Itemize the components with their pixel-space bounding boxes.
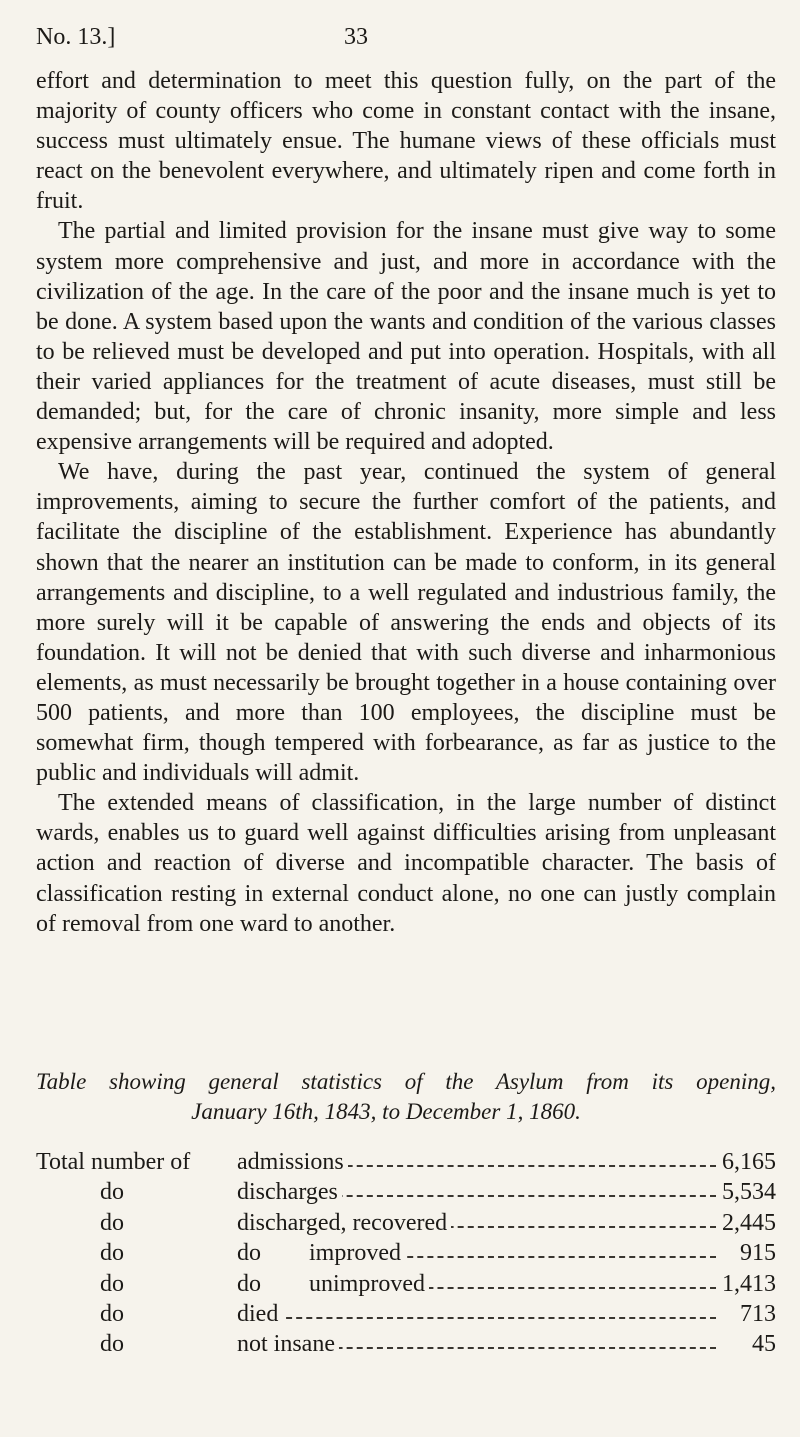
stat-row-admissions: [36, 1147, 776, 1177]
stat-label: do: [100, 1209, 124, 1236]
stat-text: admissions: [237, 1147, 348, 1177]
stat-label: do: [100, 1331, 124, 1358]
stat-text: not insane: [237, 1329, 339, 1359]
stat-row-improved: [36, 1238, 776, 1268]
paragraph-1: effort and determination to meet this question fully, on the part of the majority of county officers who come in constant contact with the insane, success must ultimately ensue. The humane views of these officials must react on the benevolent everywhere, and ultimately ripen and come forth in fruit.: [36, 68, 776, 215]
statistics-table: [36, 1147, 776, 1360]
stat-text: discharges: [237, 1177, 342, 1207]
stat-row-unimproved: [36, 1269, 776, 1299]
stat-label: do: [100, 1270, 124, 1297]
stat-text: do improved: [237, 1238, 405, 1268]
dot-leader: [276, 1317, 716, 1319]
stat-text: do unimproved: [237, 1269, 429, 1299]
paragraph-4: The extended means of classification, in the large number of distinct wards, enables us to guard well against difficulties arising from unpleasant action and reaction of diverse and incompatible character. The basis of classification resting in external conduct alone, no one can justly complain of removal from one ward to another.: [36, 790, 776, 937]
paragraph-2: The partial and limited provision for the insane must give way to some system more comprehensive and just, and more in accordance with the civilization of the age. In the care of the poor and the insane much is yet to be done. A system based upon the wants and condition of the various classes to be relieved must be developed and put into operation. Hospitals, with all their varied appliances for the treatment of acute diseases, must still be demanded; but, for the care of chronic insanity, more simple and less expensive arrangements will be required and adopted.: [36, 218, 776, 456]
stat-row-recovered: [36, 1208, 776, 1238]
dot-leader: [276, 1195, 716, 1197]
stat-value: 2,445: [718, 1208, 776, 1238]
paragraph-3: We have, during the past year, continued the system of general improvements, aiming to secure the further comfort of the patients, and facilitate the discipline of the establishment. Experience has abundantly shown that the nearer an institution can be made to conform, in its general arrangements and discipline, to a well regulated and industrious family, the more surely will it be capable of answering the ends and objects of its foundation. It will not be denied that with such diverse and inharmonious elements, as must necessarily be brought together in a house containing over 500 patients, and more than 100 employees, the discipline must be somewhat firm, though tempered with forbearance, as far as justice to the public and individuals will admit.: [36, 459, 776, 787]
stat-label: do: [100, 1300, 124, 1327]
stat-value: 1,413: [718, 1269, 776, 1299]
stat-label: Total number of: [36, 1149, 191, 1175]
stat-text: died: [237, 1299, 282, 1329]
stat-value: 713: [736, 1299, 776, 1329]
stat-label: do: [100, 1179, 124, 1206]
stat-label: do: [100, 1240, 124, 1267]
dot-leader: [276, 1347, 716, 1349]
stat-row-died: [36, 1299, 776, 1329]
stat-value: 5,534: [718, 1177, 776, 1207]
stat-value: 6,165: [718, 1147, 776, 1177]
page-header: [36, 14, 776, 54]
stat-value: 45: [748, 1329, 776, 1359]
stat-row-discharges: [36, 1177, 776, 1207]
stat-value: 915: [736, 1238, 776, 1268]
page-number: 33: [344, 24, 368, 50]
stat-text: discharged, recovered: [237, 1208, 451, 1238]
caption-line-1: Table showing general statistics of the Asylum from its opening,: [36, 1069, 776, 1094]
table-caption: [36, 1067, 776, 1127]
report-number: No. 13.]: [36, 24, 116, 50]
body-text: [36, 66, 776, 939]
stat-row-not-insane: [36, 1329, 776, 1359]
caption-line-2: January 16th, 1843, to December 1, 1860.: [191, 1099, 581, 1124]
